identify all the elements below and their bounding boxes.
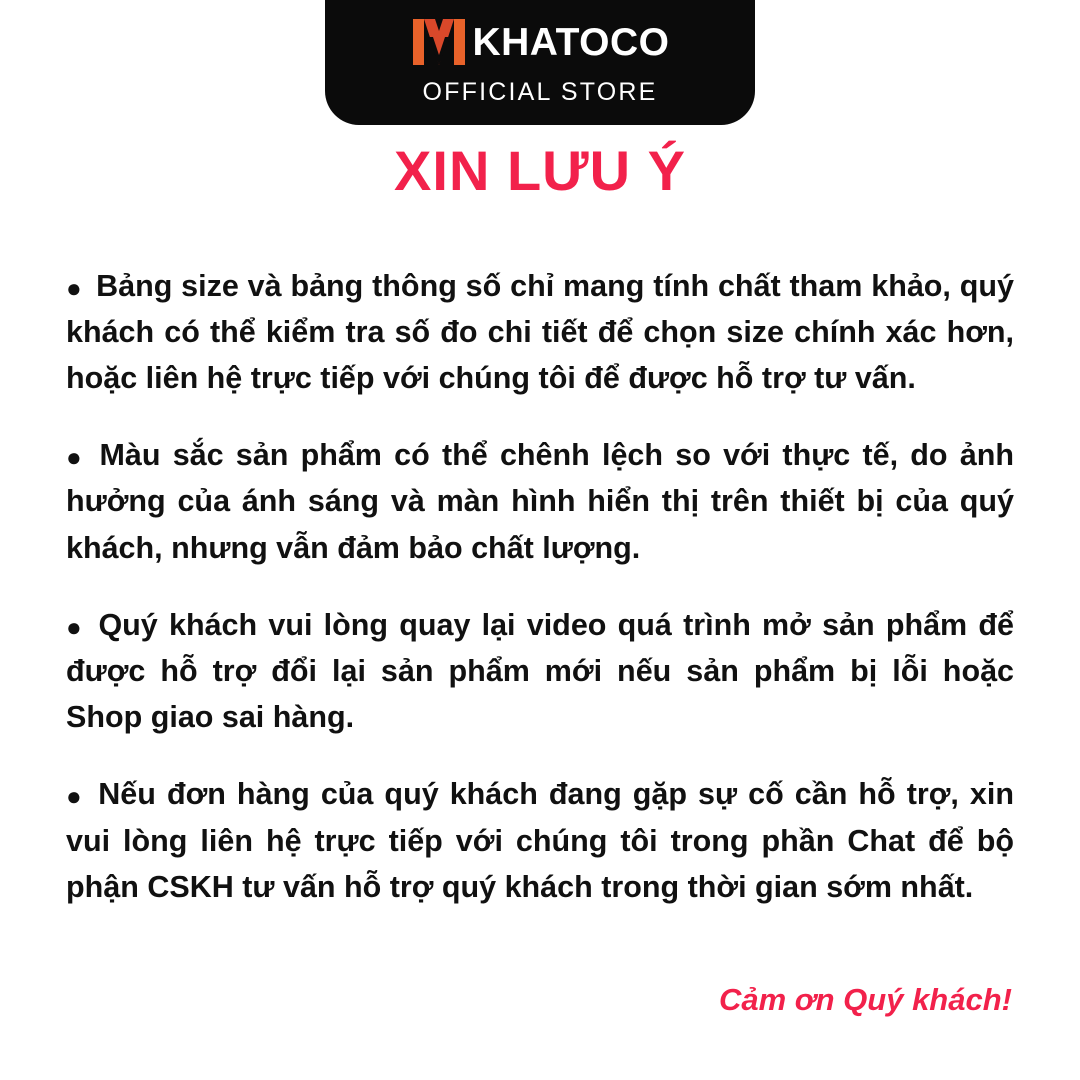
bullet-icon: ● (66, 611, 85, 642)
note-text: Bảng size và bảng thông số chỉ mang tính chất tham khảo, quý khách có thể kiểm tra số đo chi tiết để chọn size chính xác hơn, hoặc liên hệ trực tiếp với chúng tôi để được hỗ trợ tư vấn. (66, 268, 1014, 396)
page-title: XIN LƯU Ý (394, 139, 686, 202)
note-text: Nếu đơn hàng của quý khách đang gặp sự cố cần hỗ trợ, xin vui lòng liên hệ trực tiếp với chúng tôi trong phần Chat để bộ phận CSKH tư vấn hỗ trợ quý khách trong thời gian sớm nhất. (66, 777, 1014, 904)
note-item (66, 602, 1014, 741)
brand-badge (325, 0, 755, 125)
bullet-icon: ● (66, 781, 85, 812)
brand-logo-row (410, 14, 669, 70)
brand-name: KHATOCO (472, 20, 670, 64)
bullet-icon: ● (66, 272, 83, 303)
brand-subtitle: OFFICIAL STORE (422, 78, 658, 106)
note-item (66, 263, 1014, 402)
bullet-icon: ● (66, 442, 86, 473)
note-item (66, 771, 1014, 910)
notes-list (66, 232, 1014, 910)
thanks-message: Cảm ơn Quý khách! (719, 982, 1012, 1017)
khatoco-m-monogram-icon (410, 15, 468, 69)
note-item (66, 432, 1014, 571)
note-text: Màu sắc sản phẩm có thể chênh lệch so với thực tế, do ảnh hưởng của ánh sáng và màn hình hiển thị trên thiết bị của quý khách, nhưng vẫn đảm bảo chất lượng. (66, 438, 1014, 565)
note-text: Quý khách vui lòng quay lại video quá trình mở sản phẩm để được hỗ trợ đổi lại sản phẩm mới nếu sản phẩm bị lỗi hoặc Shop giao sai hàng. (66, 607, 1014, 735)
